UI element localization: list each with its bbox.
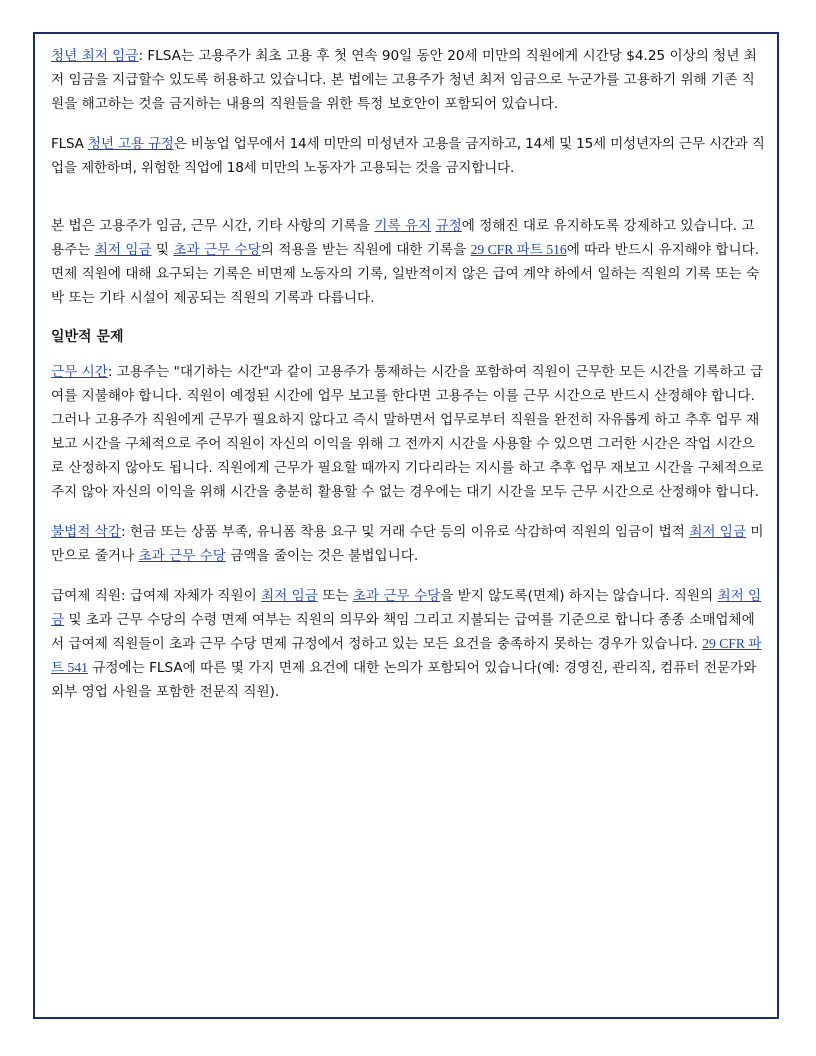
- youth-minimum-wage-paragraph: [51, 44, 765, 116]
- paragraph-text: 은 비농업 업무에서 14세 미만의 미성년자 고용을 금지하고, 14세 및 15세 미성년자의 근무 시간과 직업을 제한하며, 위험한 직업에 18세 미만의 노동자가 고용되는 것을 금지합니다.: [51, 136, 765, 176]
- paragraph-text: 및 초과 근무 수당의 수령 면제 여부는 직원의 의무와 책임 그리고 지불되는 급여를 기준으로 합니다 종종 소매업체에서 급여제 직원들이 초과 근무 수당 면제 규정에서 정하고 있는 모든 요건을 충족하지 못하는 경우가 있습니다.: [51, 612, 755, 652]
- youth-minimum-wage-link[interactable]: 청년 최저 임금: [51, 48, 139, 64]
- hours-worked-paragraph: [51, 360, 765, 504]
- paragraph-text: 을 받지 않도록(면제) 하지는 않습니다. 직원의: [440, 588, 718, 604]
- paragraph-text: 및: [151, 242, 174, 258]
- document-frame: [33, 32, 779, 1019]
- overtime-link[interactable]: 초과 근무 수당: [352, 588, 441, 604]
- paragraph-text: 급여제 직원: 급여제 자체가 직원이: [51, 588, 262, 604]
- paragraph-text: 에 따라 반드시 유지해야 합니다. 면제 직원에 대해 요구되는 기록은 비면제 노동자의 기록, 일반적이지 않은 급여 계약 하에서 일하는 직원의 기록 또는 숙박 또는 기타 시설이 제공되는 직원의 기록과 다릅니다.: [51, 242, 760, 306]
- illegal-deductions-link[interactable]: 불법적 삭감: [51, 524, 121, 540]
- paragraph-text: : 현금 또는 상품 부족, 유니폼 착용 요구 및 거래 수단 등의 이유로 삭감하여 직원의 임금이 법적: [120, 524, 690, 540]
- minimum-wage-link[interactable]: 최저 임금: [689, 524, 747, 540]
- paragraph-text: 미만으로 줄거나: [51, 524, 764, 564]
- paragraph-text: 규정에는 FLSA에 따른 몇 가지 면제 요건에 대한 논의가 포함되어 있습니다(예: 경영진, 관리직, 컴퓨터 전문가와 외부 영업 사원을 포함한 전문직 직원).: [51, 660, 757, 700]
- overtime-link[interactable]: 초과 근무 수당: [173, 242, 261, 258]
- paragraph-text: 의 적용을 받는 직원에 대한 기록을: [260, 242, 471, 258]
- paragraph-text: : 고용주는 "대기하는 시간"과 같이 고용주가 통제하는 시간을 포함하여 직원이 근무한 모든 시간을 기록하고 급여를 지불해야 합니다. 직원이 예정된 시간에 업무 보고를 한다면 고용주는 이를 근무 시간으로 반드시 산정해야 합니다. 그러나 고용주가 직원에게 근무가 필요하지 않다고 즉시 말하면서 업무로부터 직원을 완전히 자유롭게 하고 추후 업무 재보고 시간을 구체적으로 주어 직원이 자신의 이익을 위해 그 전까지 시간을 사용할 수 있으면 그러한 시간은 작업 시간으로 산정하지 않아도 됩니다. 직원에게 근무가 필요할 때까지 기다리라는 지시를 하고 추후 업무 재보고 시간을 구체적으로 주지 않아 자신의 이익을 위해 시간을 충분히 활용할 수 없는 경우에는 대기 시간을 모두 근무 시간으로 산정해야 합니다.: [51, 364, 764, 500]
- recordkeeping-link[interactable]: 기록 유지: [374, 218, 432, 234]
- cfr-516-link[interactable]: 29 CFR 파트 516: [470, 242, 567, 257]
- section-heading: 일반적 문제: [51, 329, 124, 345]
- illegal-deductions-paragraph: [51, 520, 765, 568]
- paragraph-text: : FLSA는 고용주가 최초 고용 후 첫 연속 90일 동안 20세 미만의 직원에게 시간당 $4.25 이상의 청년 최저 임금을 지급할수 있도록 허용하고 있습니다. 본 법에는 고용주가 청년 최저 임금으로 누군가를 고용하기 위해 기존 직원을 해고하는 것을 금지하는 내용의 직원들을 위한 특정 보호안이 포함되어 있습니다.: [51, 48, 757, 112]
- overtime-link[interactable]: 초과 근무 수당: [138, 548, 226, 564]
- paragraph-text: 금액을 줄이는 것은 불법입니다.: [225, 548, 419, 564]
- paragraph-text: 에 정해진 대로 유지하도록 강제하고 있습니다. 고용주는: [51, 218, 755, 258]
- cfr-541-link[interactable]: 29 CFR 파트 541: [51, 636, 762, 675]
- paragraph-text: FLSA: [51, 136, 88, 152]
- document-body: [51, 44, 765, 720]
- hours-worked-link[interactable]: 근무 시간: [51, 364, 108, 380]
- minimum-wage-link[interactable]: 최저 임금: [94, 242, 152, 258]
- recordkeeping-paragraph: [51, 214, 765, 310]
- regulations-link[interactable]: 규정: [435, 218, 462, 234]
- minimum-wage-link[interactable]: 최저 임금: [51, 588, 762, 628]
- minimum-wage-link[interactable]: 최저 임금: [261, 588, 318, 604]
- paragraph-text: 본 법은 고용주가 임금, 근무 시간, 기타 사항의 기록을: [51, 218, 375, 234]
- paragraph-text: 또는: [317, 588, 353, 604]
- spacer: [51, 196, 765, 214]
- youth-employment-paragraph: [51, 132, 765, 180]
- youth-employment-rules-link[interactable]: 청년 고용 규정: [87, 136, 174, 152]
- salaried-employees-paragraph: [51, 584, 765, 704]
